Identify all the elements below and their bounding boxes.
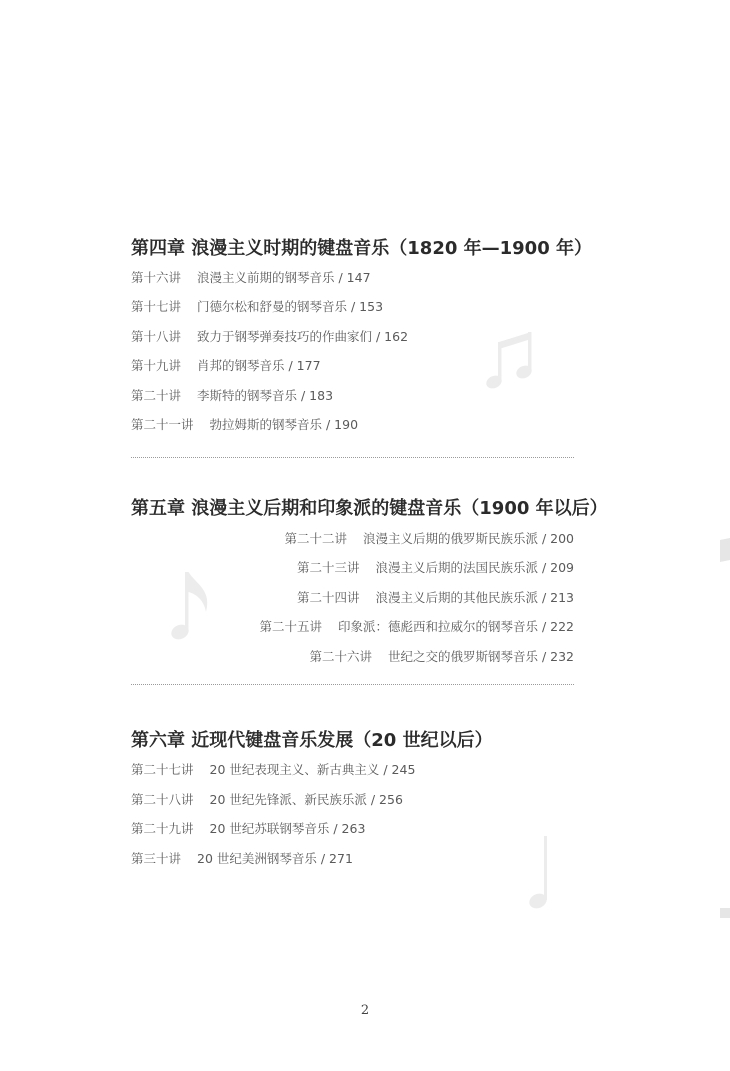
page-reference: / 245 xyxy=(383,762,416,777)
page-reference: / 213 xyxy=(541,590,574,605)
edge-note-fragment-icon xyxy=(716,538,730,562)
toc-entry[interactable] xyxy=(259,617,574,635)
page-reference: / 200 xyxy=(541,531,574,546)
page-reference: / 232 xyxy=(541,649,574,664)
page-reference: / 153 xyxy=(351,299,384,314)
page-reference: / 162 xyxy=(376,329,409,344)
chapter-title: 第六章 近现代键盘音乐发展（20 世纪以后） xyxy=(131,730,493,751)
page-number: 2 xyxy=(360,1003,370,1018)
quarter-note-icon xyxy=(526,834,556,914)
lecture-title: 浪漫主义后期的其他民族乐派 xyxy=(375,590,538,605)
lecture-number: 第二十九讲 xyxy=(131,821,194,836)
page-reference: / 209 xyxy=(541,560,574,575)
toc-entry[interactable] xyxy=(131,790,403,808)
chapter-title: 第四章 浪漫主义时期的键盘音乐（1820 年—1900 年） xyxy=(131,238,592,259)
lecture-number: 第十七讲 xyxy=(131,299,182,314)
lecture-title: 浪漫主义前期的钢琴音乐 xyxy=(197,270,335,285)
lecture-title: 肖邦的钢琴音乐 xyxy=(197,358,285,373)
lecture-number: 第二十二讲 xyxy=(284,531,347,546)
lecture-number: 第二十四讲 xyxy=(296,590,360,605)
page-reference: / 222 xyxy=(541,619,574,634)
toc-entry[interactable] xyxy=(297,558,574,576)
lecture-number: 第十八讲 xyxy=(131,329,182,344)
lecture-number: 第二十八讲 xyxy=(131,792,194,807)
toc-entry[interactable] xyxy=(131,760,415,778)
toc-entry[interactable] xyxy=(131,356,321,374)
lecture-number: 第二十一讲 xyxy=(131,417,194,432)
page-reference: / 147 xyxy=(338,270,371,285)
toc-entry[interactable] xyxy=(309,647,574,665)
page-reference: / 190 xyxy=(326,417,359,432)
lecture-number: 第十九讲 xyxy=(131,358,182,373)
toc-entry[interactable] xyxy=(131,386,333,404)
toc-entry[interactable] xyxy=(131,415,358,433)
lecture-title: 勃拉姆斯的钢琴音乐 xyxy=(209,417,323,432)
page-reference: / 183 xyxy=(301,388,334,403)
lecture-title: 浪漫主义后期的法国民族乐派 xyxy=(375,560,538,575)
lecture-title: 浪漫主义后期的俄罗斯民族乐派 xyxy=(362,531,538,546)
lecture-title: 世纪之交的俄罗斯钢琴音乐 xyxy=(387,649,538,664)
toc-entry[interactable] xyxy=(131,268,371,286)
lecture-number: 第二十五讲 xyxy=(259,619,322,634)
toc-entry[interactable] xyxy=(131,819,365,837)
page-reference: / 263 xyxy=(333,821,366,836)
page-reference: / 256 xyxy=(370,792,403,807)
lecture-number: 第十六讲 xyxy=(131,270,182,285)
lecture-title: 20 世纪苏联钢琴音乐 xyxy=(209,821,330,836)
edge-note-fragment-icon xyxy=(718,906,730,920)
lecture-number: 第二十六讲 xyxy=(309,649,372,664)
lecture-title: 李斯特的钢琴音乐 xyxy=(197,388,298,403)
page-reference: / 271 xyxy=(320,851,353,866)
toc-entry[interactable] xyxy=(284,529,574,547)
lecture-number: 第三十讲 xyxy=(131,851,182,866)
lecture-number: 第二十三讲 xyxy=(296,560,360,575)
lecture-title: 20 世纪美洲钢琴音乐 xyxy=(197,851,317,866)
toc-entry[interactable] xyxy=(131,849,353,867)
lecture-number: 第二十讲 xyxy=(131,388,182,403)
toc-entry[interactable] xyxy=(131,327,408,345)
lecture-title: 印象派：德彪西和拉威尔的钢琴音乐 xyxy=(337,619,538,634)
toc-entry[interactable] xyxy=(131,297,383,315)
eighth-note-icon xyxy=(170,568,216,646)
chapter-title: 第五章 浪漫主义后期和印象派的键盘音乐（1900 年以后） xyxy=(131,498,608,519)
beamed-notes-icon xyxy=(485,330,537,392)
toc-entry[interactable] xyxy=(297,588,574,606)
page-reference: / 177 xyxy=(288,358,321,373)
lecture-title: 20 世纪先锋派、新民族乐派 xyxy=(209,792,367,807)
lecture-title: 致力于钢琴弹奏技巧的作曲家们 xyxy=(197,329,373,344)
lecture-number: 第二十七讲 xyxy=(131,762,194,777)
lecture-title: 门德尔松和舒曼的钢琴音乐 xyxy=(197,299,348,314)
section-divider xyxy=(131,684,574,685)
section-divider xyxy=(131,457,574,458)
lecture-title: 20 世纪表现主义、新古典主义 xyxy=(209,762,380,777)
